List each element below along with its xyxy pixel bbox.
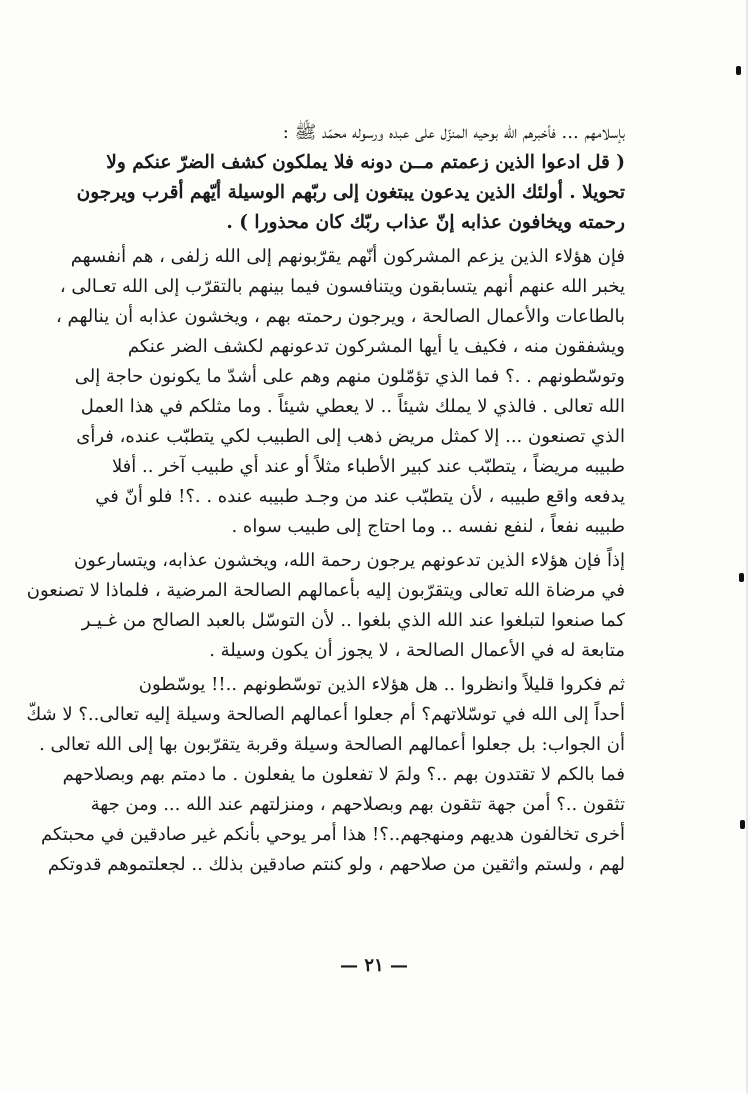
text-line: يخبر الله عنهم أنهم يتسابقون ويتنافسون فيما بينهم بالتقرّب إلى الله تعـالى ، <box>59 276 625 297</box>
text-line: فإن هؤلاء الذين يزعم المشركون أنّهم يقرّبونهم إلى الله زلفى ، هم أنفسهم <box>70 246 625 267</box>
text-line: الله تعالى . فالذي لا يملك شيئاً .. لا يعطي شيئاً . وما مثلكم في هذا العمل <box>80 396 625 417</box>
text-line: ثم فكروا قليلاً وانظروا .. هل هؤلاء الذين توسّطونهم ..!! يوسّطون <box>138 674 625 695</box>
text-line: فما بالكم لا تقتدون بهم ..؟ ولمَ لا تفعلون ما يفعلون . ما دمتم بهم وبصلاحهم <box>62 764 625 785</box>
text-line: الذي تصنعون ... إلا كمثل مريض ذهب إلى الطبيب لكي يتطبّب عنده، فرأى <box>76 426 625 447</box>
text-line: طبيبه نفعاً ، لنفع نفسه .. وما احتاج إلى طبيب سواه . <box>231 516 625 537</box>
page-body <box>26 118 625 880</box>
text-line: أخرى تخالفون هديهم ومنهجهم..؟! هذا أمر يوحي بأنكم غير صادقين في محبتكم <box>40 824 625 845</box>
page-number: — ٢١ — <box>340 955 408 976</box>
text-line: بإسلامهم ... فأخبرهم الله بوحيه المنزّل على عبده ورسوله محمّد ﷺ : <box>282 122 625 143</box>
text-line: متابعة له في الأعمال الصالحة ، لا يجوز أن يكون وسيلة . <box>209 640 625 661</box>
text-line: إذاً فإن هؤلاء الذين تدعونهم يرجون رحمة الله، ويخشون عذابه، ويتسارعون <box>73 550 625 571</box>
margin-mark <box>739 573 744 582</box>
text-line: يدفعه واقع طبيبه ، لأن يتطبّب عند من وجـد طبيبه عنده . .؟! فلو أنّ في <box>95 486 625 507</box>
text-line: وتوسّطونهم . .؟ فما الذي تؤمّلون منهم وهم على أشدّ ما يكونون حاجة إلى <box>74 366 625 387</box>
quran-verse-line: رحمته ويخافون عذابه إنّ عذاب ربّك كان محذورا ) . <box>226 212 625 233</box>
text-line: ويشفقون منه ، فكيف يا أيها المشركون تدعونهم لكشف الضر عنكم <box>127 336 625 357</box>
text-line: طبيبه مريضاً ، يتطبّب عند كبير الأطباء مثلاً أو عند أي طبيب آخر .. أفلا <box>111 456 625 477</box>
quran-verse-line: ( قل ادعوا الذين زعمتم مــن دونه فلا يملكون كشف الضرّ عنكم ولا <box>106 152 625 173</box>
text-line: في مرضاة الله تعالى ويتقرّبون إليه بأعمالهم الصالحة المرضية ، فلماذا لا تصنعون <box>26 580 625 601</box>
text-line: تثقون ..؟ أمن جهة تثقون بهم وبصلاحهم ، ومنزلتهم عند الله ... ومن جهة <box>90 794 625 815</box>
margin-mark <box>736 66 741 75</box>
text-line: بالطاعات والأعمال الصالحة ، ويرجون رحمته بهم ، ويخشون عذابه أن ينالهم ، <box>55 306 625 327</box>
text-line: لهم ، ولستم واثقين من صلاحهم ، ولو كنتم صادقين بذلك .. لجعلتموهم قدوتكم <box>47 854 625 875</box>
text-line: أن الجواب: بل جعلوا أعمالهم الصالحة وسيلة وقربة يتقرّبون بها إلى الله تعالى . <box>39 734 625 755</box>
margin-mark <box>740 820 745 829</box>
text-line: كما صنعوا لتبلغوا عند الله الذي بلغوا .. لأن التوسّل بالعبد الصالح من غـيـر <box>81 610 625 631</box>
text-line: أحداً إلى الله في توسّلاتهم؟ أم جعلوا أعمالهم الصالحة وسيلة إليه تعالى..؟ لا شكّ <box>26 704 625 725</box>
quran-verse-line: تحويلا . أولئك الذين يدعون يبتغون إلى ربّهم الوسيلة أيّهم أقرب ويرجون <box>76 182 625 203</box>
